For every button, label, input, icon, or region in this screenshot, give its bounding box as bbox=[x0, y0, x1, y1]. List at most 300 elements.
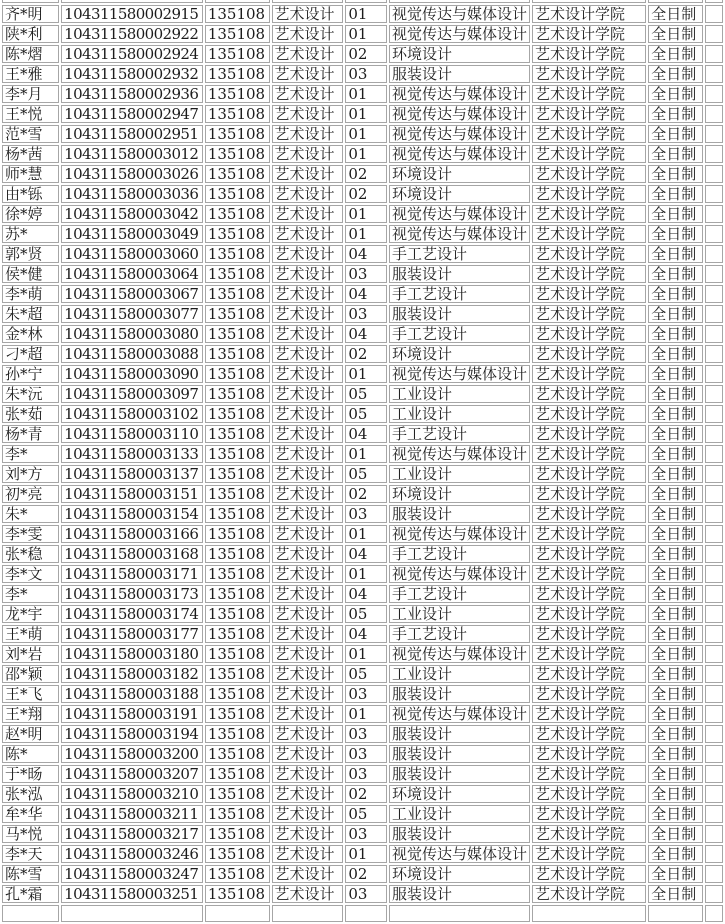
table-row bbox=[2, 205, 723, 223]
table-cell: 艺术设计学院 bbox=[532, 345, 646, 363]
table-cell: 135108 bbox=[205, 465, 270, 483]
table-row bbox=[2, 325, 723, 343]
table-cell: 艺术设计 bbox=[272, 5, 344, 23]
table-cell: 艺术设计学院 bbox=[532, 105, 646, 123]
table-row bbox=[2, 545, 723, 563]
table-cell: 全日制 bbox=[648, 405, 703, 423]
table-cell: 全日制 bbox=[648, 525, 703, 543]
table-cell-empty bbox=[705, 225, 723, 243]
table-row bbox=[2, 645, 723, 663]
table-row bbox=[2, 365, 723, 383]
table-cell: 陈*雪 bbox=[2, 865, 59, 883]
table-cell: 135108 bbox=[205, 865, 270, 883]
table-cell: 104311580002936 bbox=[61, 85, 203, 103]
table-cell: 由*铄 bbox=[2, 185, 59, 203]
table-cell: 04 bbox=[345, 545, 387, 563]
table-cell: 师*慧 bbox=[2, 165, 59, 183]
table-cell: 艺术设计学院 bbox=[532, 225, 646, 243]
table-cell-empty bbox=[705, 865, 723, 883]
table-cell-empty bbox=[648, 905, 703, 923]
table-cell: 135108 bbox=[205, 125, 270, 143]
table-cell: 01 bbox=[345, 645, 387, 663]
table-cell: 135108 bbox=[205, 665, 270, 683]
table-cell: 艺术设计学院 bbox=[532, 865, 646, 883]
table-cell: 艺术设计学院 bbox=[532, 325, 646, 343]
table-cell: 全日制 bbox=[648, 805, 703, 823]
table-cell: 手工艺设计 bbox=[389, 545, 530, 563]
table-cell: 02 bbox=[345, 785, 387, 803]
table-cell-empty bbox=[705, 465, 723, 483]
table-row bbox=[2, 65, 723, 83]
table-cell-empty bbox=[61, 905, 203, 923]
table-cell: 孙*宁 bbox=[2, 365, 59, 383]
table-cell: 全日制 bbox=[648, 765, 703, 783]
table-row bbox=[2, 285, 723, 303]
table-cell: 全日制 bbox=[648, 185, 703, 203]
table-cell: 135108 bbox=[205, 825, 270, 843]
table-cell: 135108 bbox=[205, 65, 270, 83]
table-cell: 135108 bbox=[205, 685, 270, 703]
table-cell-empty bbox=[705, 825, 723, 843]
table-cell: 全日制 bbox=[648, 625, 703, 643]
table-cell: 104311580003110 bbox=[61, 425, 203, 443]
table-cell: 马*悦 bbox=[2, 825, 59, 843]
table-cell: 艺术设计学院 bbox=[532, 125, 646, 143]
table-cell: 杨*青 bbox=[2, 425, 59, 443]
table-cell: 全日制 bbox=[648, 845, 703, 863]
table-row bbox=[2, 525, 723, 543]
table-cell: 艺术设计 bbox=[272, 505, 344, 523]
table-cell: 服装设计 bbox=[389, 745, 530, 763]
table-cell: 135108 bbox=[205, 605, 270, 623]
table-cell: 135108 bbox=[205, 705, 270, 723]
table-cell: 04 bbox=[345, 625, 387, 643]
table-cell: 135108 bbox=[205, 505, 270, 523]
table-cell: 全日制 bbox=[648, 5, 703, 23]
table-cell: 艺术设计 bbox=[272, 525, 344, 543]
table-row-partial bbox=[2, 0, 723, 3]
table-cell-empty bbox=[705, 685, 723, 703]
table-cell: 05 bbox=[345, 605, 387, 623]
table-cell-empty bbox=[705, 185, 723, 203]
table-cell: 01 bbox=[345, 365, 387, 383]
table-cell: 工业设计 bbox=[389, 605, 530, 623]
table-row bbox=[2, 225, 723, 243]
table-cell: 艺术设计 bbox=[272, 305, 344, 323]
table-cell: 全日制 bbox=[648, 225, 703, 243]
table-row bbox=[2, 865, 723, 883]
table-cell-empty bbox=[705, 345, 723, 363]
table-cell: 艺术设计 bbox=[272, 605, 344, 623]
table-cell: 艺术设计学院 bbox=[532, 5, 646, 23]
table-cell: 01 bbox=[345, 5, 387, 23]
table-cell: 环境设计 bbox=[389, 485, 530, 503]
table-cell: 04 bbox=[345, 585, 387, 603]
table-cell: 艺术设计 bbox=[272, 705, 344, 723]
table-cell: 01 bbox=[345, 125, 387, 143]
table-cell: 135108 bbox=[205, 105, 270, 123]
table-cell: 徐*婷 bbox=[2, 205, 59, 223]
table-cell: 135108 bbox=[205, 325, 270, 343]
table-cell: 手工艺设计 bbox=[389, 245, 530, 263]
table-cell: 02 bbox=[345, 185, 387, 203]
table-cell: 全日制 bbox=[648, 585, 703, 603]
table-cell: 手工艺设计 bbox=[389, 425, 530, 443]
table-cell: 艺术设计学院 bbox=[532, 65, 646, 83]
table-cell: 104311580003166 bbox=[61, 525, 203, 543]
table-cell: 135108 bbox=[205, 805, 270, 823]
table-cell: 01 bbox=[345, 85, 387, 103]
table-cell: 艺术设计 bbox=[272, 25, 344, 43]
table-cell: 艺术设计学院 bbox=[532, 825, 646, 843]
table-cell-empty bbox=[345, 0, 387, 3]
table-cell: 全日制 bbox=[648, 605, 703, 623]
table-cell: 王*翔 bbox=[2, 705, 59, 723]
table-cell-empty bbox=[2, 905, 59, 923]
table-cell: 艺术设计学院 bbox=[532, 565, 646, 583]
table-cell-empty bbox=[705, 885, 723, 903]
table-cell: 服装设计 bbox=[389, 825, 530, 843]
table-cell: 全日制 bbox=[648, 825, 703, 843]
table-cell: 全日制 bbox=[648, 785, 703, 803]
table-cell: 艺术设计 bbox=[272, 125, 344, 143]
table-cell-empty bbox=[705, 645, 723, 663]
table-cell: 01 bbox=[345, 705, 387, 723]
table-cell: 服装设计 bbox=[389, 725, 530, 743]
table-cell: 03 bbox=[345, 265, 387, 283]
table-cell: 104311580003171 bbox=[61, 565, 203, 583]
table-cell: 艺术设计学院 bbox=[532, 665, 646, 683]
table-cell: 艺术设计 bbox=[272, 765, 344, 783]
table-cell: 104311580003049 bbox=[61, 225, 203, 243]
table-cell: 王*悦 bbox=[2, 105, 59, 123]
table-cell: 李*文 bbox=[2, 565, 59, 583]
table-cell: 104311580003180 bbox=[61, 645, 203, 663]
table-cell-empty bbox=[705, 725, 723, 743]
table-cell: 刁*超 bbox=[2, 345, 59, 363]
table-cell: 李*月 bbox=[2, 85, 59, 103]
table-cell-empty bbox=[705, 585, 723, 603]
table-cell: 艺术设计学院 bbox=[532, 245, 646, 263]
table-cell: 苏* bbox=[2, 225, 59, 243]
table-cell: 104311580003026 bbox=[61, 165, 203, 183]
table-cell-empty bbox=[272, 0, 344, 3]
table-cell: 艺术设计 bbox=[272, 145, 344, 163]
table-cell: 艺术设计 bbox=[272, 825, 344, 843]
table-cell: 艺术设计学院 bbox=[532, 205, 646, 223]
table-cell: 104311580003194 bbox=[61, 725, 203, 743]
table-cell: 03 bbox=[345, 885, 387, 903]
table-cell: 01 bbox=[345, 845, 387, 863]
table-cell: 104311580003064 bbox=[61, 265, 203, 283]
table-row bbox=[2, 765, 723, 783]
table-cell: 杨*茜 bbox=[2, 145, 59, 163]
table-cell-empty bbox=[705, 405, 723, 423]
table-cell: 艺术设计学院 bbox=[532, 385, 646, 403]
table-cell: 03 bbox=[345, 305, 387, 323]
table-cell: 全日制 bbox=[648, 65, 703, 83]
table-cell: 104311580003211 bbox=[61, 805, 203, 823]
table-cell: 135108 bbox=[205, 185, 270, 203]
table-cell: 全日制 bbox=[648, 665, 703, 683]
table-cell: 全日制 bbox=[648, 545, 703, 563]
table-cell: 104311580003210 bbox=[61, 785, 203, 803]
table-row bbox=[2, 505, 723, 523]
table-cell: 全日制 bbox=[648, 165, 703, 183]
table-cell: 李*萌 bbox=[2, 285, 59, 303]
table-cell: 视觉传达与媒体设计 bbox=[389, 85, 530, 103]
table-cell-empty bbox=[705, 625, 723, 643]
table-cell: 135108 bbox=[205, 785, 270, 803]
table-cell: 03 bbox=[345, 765, 387, 783]
table-cell-empty bbox=[705, 705, 723, 723]
table-cell: 135108 bbox=[205, 425, 270, 443]
table-row bbox=[2, 485, 723, 503]
table-cell: 全日制 bbox=[648, 325, 703, 343]
table-cell: 艺术设计学院 bbox=[532, 465, 646, 483]
table-row bbox=[2, 845, 723, 863]
table-cell: 02 bbox=[345, 165, 387, 183]
table-cell: 金*林 bbox=[2, 325, 59, 343]
table-cell: 104311580003060 bbox=[61, 245, 203, 263]
table-cell-empty bbox=[705, 165, 723, 183]
table-cell: 135108 bbox=[205, 585, 270, 603]
table-row-partial bbox=[2, 905, 723, 923]
table-cell: 艺术设计 bbox=[272, 205, 344, 223]
table-cell: 全日制 bbox=[648, 725, 703, 743]
table-row bbox=[2, 165, 723, 183]
table-cell: 艺术设计学院 bbox=[532, 185, 646, 203]
table-cell-empty bbox=[705, 0, 723, 3]
table-cell: 135108 bbox=[205, 565, 270, 583]
table-cell: 全日制 bbox=[648, 245, 703, 263]
table-cell: 135108 bbox=[205, 385, 270, 403]
table-cell: 艺术设计 bbox=[272, 225, 344, 243]
table-row bbox=[2, 445, 723, 463]
table-cell: 104311580003077 bbox=[61, 305, 203, 323]
table-row bbox=[2, 265, 723, 283]
table-cell: 104311580003251 bbox=[61, 885, 203, 903]
table-cell: 104311580003173 bbox=[61, 585, 203, 603]
table-cell: 104311580003012 bbox=[61, 145, 203, 163]
table-cell: 艺术设计学院 bbox=[532, 285, 646, 303]
table-cell-empty bbox=[345, 905, 387, 923]
table-cell: 艺术设计学院 bbox=[532, 145, 646, 163]
table-cell-empty bbox=[705, 445, 723, 463]
table-cell: 邵*颖 bbox=[2, 665, 59, 683]
table-row bbox=[2, 25, 723, 43]
table-cell-empty bbox=[205, 905, 270, 923]
table-cell: 工业设计 bbox=[389, 465, 530, 483]
table-cell: 朱* bbox=[2, 505, 59, 523]
table-row bbox=[2, 105, 723, 123]
table-cell-empty bbox=[648, 0, 703, 3]
table-cell: 视觉传达与媒体设计 bbox=[389, 145, 530, 163]
table-cell-empty bbox=[705, 545, 723, 563]
table-cell: 104311580002947 bbox=[61, 105, 203, 123]
table-cell: 初*亮 bbox=[2, 485, 59, 503]
table-cell: 孔*霜 bbox=[2, 885, 59, 903]
table-cell: 艺术设计 bbox=[272, 325, 344, 343]
table-cell: 艺术设计 bbox=[272, 245, 344, 263]
table-cell: 艺术设计 bbox=[272, 885, 344, 903]
table-cell: 服装设计 bbox=[389, 505, 530, 523]
table-cell: 03 bbox=[345, 685, 387, 703]
table-cell-empty bbox=[705, 605, 723, 623]
table-cell: 全日制 bbox=[648, 645, 703, 663]
table-row bbox=[2, 5, 723, 23]
table-cell: 服装设计 bbox=[389, 65, 530, 83]
table-cell-empty bbox=[272, 905, 344, 923]
table-cell: 135108 bbox=[205, 245, 270, 263]
table-cell-empty bbox=[705, 5, 723, 23]
table-cell: 02 bbox=[345, 485, 387, 503]
table-cell: 艺术设计学院 bbox=[532, 165, 646, 183]
table-cell-empty bbox=[705, 285, 723, 303]
table-cell: 104311580003036 bbox=[61, 185, 203, 203]
table-cell: 艺术设计 bbox=[272, 385, 344, 403]
table-cell: 135108 bbox=[205, 305, 270, 323]
table-cell: 艺术设计 bbox=[272, 265, 344, 283]
table-cell: 03 bbox=[345, 65, 387, 83]
table-cell-empty bbox=[705, 145, 723, 163]
table-cell: 艺术设计学院 bbox=[532, 725, 646, 743]
table-cell-empty bbox=[2, 0, 59, 3]
table-cell-empty bbox=[705, 245, 723, 263]
table-cell-empty bbox=[705, 365, 723, 383]
table-cell: 范*雪 bbox=[2, 125, 59, 143]
table-cell: 05 bbox=[345, 805, 387, 823]
table-cell: 104311580003177 bbox=[61, 625, 203, 643]
table-cell: 全日制 bbox=[648, 865, 703, 883]
table-cell: 艺术设计学院 bbox=[532, 425, 646, 443]
table-cell: 01 bbox=[345, 145, 387, 163]
table-cell-empty bbox=[705, 425, 723, 443]
table-cell: 艺术设计 bbox=[272, 625, 344, 643]
table-cell: 135108 bbox=[205, 445, 270, 463]
table-cell: 艺术设计 bbox=[272, 805, 344, 823]
table-cell: 艺术设计学院 bbox=[532, 705, 646, 723]
table-cell: 艺术设计学院 bbox=[532, 625, 646, 643]
table-cell: 工业设计 bbox=[389, 665, 530, 683]
table-cell: 艺术设计学院 bbox=[532, 25, 646, 43]
table-cell: 全日制 bbox=[648, 145, 703, 163]
table-cell-empty bbox=[705, 305, 723, 323]
table-cell-empty bbox=[705, 45, 723, 63]
table-cell: 135108 bbox=[205, 525, 270, 543]
table-cell: 104311580003088 bbox=[61, 345, 203, 363]
table-cell: 104311580003154 bbox=[61, 505, 203, 523]
table-cell: 全日制 bbox=[648, 285, 703, 303]
table-cell: 全日制 bbox=[648, 365, 703, 383]
table-cell: 视觉传达与媒体设计 bbox=[389, 205, 530, 223]
table-cell: 艺术设计学院 bbox=[532, 885, 646, 903]
table-cell: 艺术设计 bbox=[272, 45, 344, 63]
table-cell: 艺术设计 bbox=[272, 545, 344, 563]
table-cell: 张*茹 bbox=[2, 405, 59, 423]
table-cell: 135108 bbox=[205, 165, 270, 183]
table-cell-empty bbox=[705, 85, 723, 103]
table-cell: 104311580003097 bbox=[61, 385, 203, 403]
table-cell: 104311580003182 bbox=[61, 665, 203, 683]
table-cell: 王*飞 bbox=[2, 685, 59, 703]
table-cell: 135108 bbox=[205, 265, 270, 283]
table-cell: 05 bbox=[345, 665, 387, 683]
table-cell: 04 bbox=[345, 285, 387, 303]
table-row bbox=[2, 725, 723, 743]
table-cell: 艺术设计学院 bbox=[532, 785, 646, 803]
table-cell: 135108 bbox=[205, 745, 270, 763]
table-cell: 全日制 bbox=[648, 45, 703, 63]
table-cell: 工业设计 bbox=[389, 385, 530, 403]
table-cell: 全日制 bbox=[648, 265, 703, 283]
table-cell: 艺术设计 bbox=[272, 685, 344, 703]
table-cell: 135108 bbox=[205, 485, 270, 503]
table-cell-empty bbox=[61, 0, 203, 3]
table-cell: 104311580002922 bbox=[61, 25, 203, 43]
table-cell: 朱*沅 bbox=[2, 385, 59, 403]
table-cell: 全日制 bbox=[648, 385, 703, 403]
table-cell: 李*天 bbox=[2, 845, 59, 863]
table-cell: 104311580003168 bbox=[61, 545, 203, 563]
table-cell: 135108 bbox=[205, 645, 270, 663]
table-cell: 李* bbox=[2, 445, 59, 463]
table-cell: 全日制 bbox=[648, 105, 703, 123]
table-cell: 05 bbox=[345, 465, 387, 483]
table-cell: 全日制 bbox=[648, 445, 703, 463]
table-cell-empty bbox=[705, 745, 723, 763]
table-cell: 环境设计 bbox=[389, 185, 530, 203]
table-cell: 全日制 bbox=[648, 25, 703, 43]
table-cell: 视觉传达与媒体设计 bbox=[389, 645, 530, 663]
table-cell: 刘*岩 bbox=[2, 645, 59, 663]
table-cell: 104311580003133 bbox=[61, 445, 203, 463]
table-cell: 135108 bbox=[205, 725, 270, 743]
table-cell: 齐*明 bbox=[2, 5, 59, 23]
table-cell: 全日制 bbox=[648, 425, 703, 443]
table-cell: 04 bbox=[345, 325, 387, 343]
table-cell: 全日制 bbox=[648, 745, 703, 763]
table-cell: 03 bbox=[345, 505, 387, 523]
table-cell: 工业设计 bbox=[389, 805, 530, 823]
table-cell-empty bbox=[705, 905, 723, 923]
table-cell: 01 bbox=[345, 25, 387, 43]
table-cell: 艺术设计 bbox=[272, 785, 344, 803]
table-row bbox=[2, 705, 723, 723]
table-cell: 104311580003174 bbox=[61, 605, 203, 623]
table-cell: 艺术设计学院 bbox=[532, 365, 646, 383]
table-cell-empty bbox=[705, 265, 723, 283]
table-cell: 104311580002951 bbox=[61, 125, 203, 143]
table-row bbox=[2, 585, 723, 603]
table-cell: 104311580003067 bbox=[61, 285, 203, 303]
table-cell: 视觉传达与媒体设计 bbox=[389, 445, 530, 463]
table-row bbox=[2, 805, 723, 823]
table-cell: 王*雅 bbox=[2, 65, 59, 83]
table-cell: 艺术设计学院 bbox=[532, 305, 646, 323]
table-cell: 全日制 bbox=[648, 205, 703, 223]
table-cell: 04 bbox=[345, 245, 387, 263]
table-cell: 02 bbox=[345, 865, 387, 883]
table-cell-empty bbox=[705, 105, 723, 123]
table-cell: 艺术设计学院 bbox=[532, 745, 646, 763]
table-cell: 艺术设计 bbox=[272, 725, 344, 743]
table-cell: 艺术设计 bbox=[272, 365, 344, 383]
table-cell-empty bbox=[205, 0, 270, 3]
table-cell: 104311580003102 bbox=[61, 405, 203, 423]
table-cell: 艺术设计 bbox=[272, 845, 344, 863]
table-cell: 视觉传达与媒体设计 bbox=[389, 565, 530, 583]
